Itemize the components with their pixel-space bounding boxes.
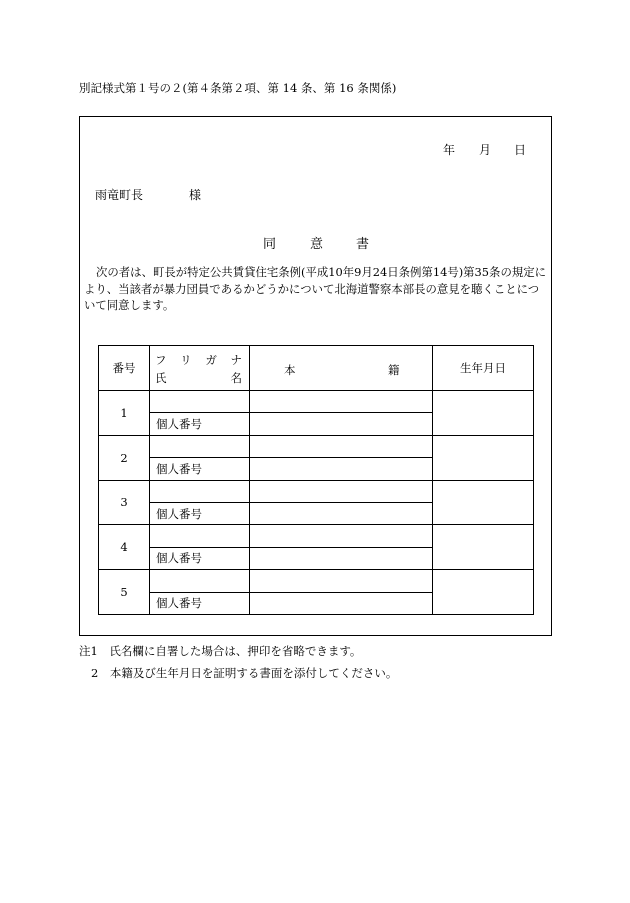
name-cell[interactable] [150, 391, 250, 413]
header-honseki-char: 本 [284, 363, 296, 377]
honseki-cell[interactable] [250, 480, 433, 502]
name-cell[interactable] [150, 435, 250, 457]
personal-number-label: 個人番号 [150, 502, 250, 524]
row-number: 5 [99, 570, 150, 615]
table-row [99, 525, 534, 547]
header-furigana-char: リ [180, 353, 192, 367]
header-name-char: 氏 [155, 371, 167, 385]
header-furigana-char: フ [155, 353, 167, 367]
name-cell[interactable] [150, 480, 250, 502]
header-name-char: 名 [230, 371, 242, 385]
consent-statement-line: 次の者は、町長が特定公共賃貸住宅条例(平成10年9月24日条例第14号)第35条の規定に [96, 265, 546, 279]
honseki-cell[interactable] [250, 391, 433, 413]
header-furigana [155, 352, 242, 368]
honseki-cell[interactable] [250, 525, 433, 547]
header-honseki-char: 籍 [388, 363, 400, 377]
header-furigana-char: ナ [230, 353, 242, 367]
header-shimei [155, 370, 242, 386]
personal-number-cell[interactable] [250, 413, 433, 435]
row-number: 3 [99, 480, 150, 525]
addressee: 雨竜町長 [95, 188, 144, 202]
personal-number-cell[interactable] [250, 458, 433, 480]
table-row [99, 480, 534, 502]
header-name [150, 346, 250, 391]
birthdate-cell[interactable] [433, 391, 534, 436]
form-caption: 別記様式第１号の２(第４条第２項、第 14 条、第 16 条関係) [79, 81, 397, 95]
date-day-label: 日 [514, 143, 527, 157]
document-title-char: 同 [263, 237, 277, 252]
consent-statement-line: いて同意します。 [84, 298, 175, 312]
table-row [99, 570, 534, 592]
personal-number-cell[interactable] [250, 592, 433, 614]
name-cell[interactable] [150, 570, 250, 592]
footnote: 注1 氏名欄に自署した場合は、押印を省略できます。 [79, 644, 362, 658]
row-number: 1 [99, 391, 150, 436]
document-title-char: 書 [356, 237, 370, 252]
footnote: 2 本籍及び生年月日を証明する書面を添付してください。 [91, 666, 398, 680]
personal-number-cell[interactable] [250, 547, 433, 569]
personal-number-label: 個人番号 [150, 592, 250, 614]
table-row [99, 391, 534, 413]
birthdate-cell[interactable] [433, 480, 534, 525]
row-number: 4 [99, 525, 150, 570]
footnotes [79, 640, 397, 684]
honseki-cell[interactable] [250, 435, 433, 457]
consent-statement [84, 264, 546, 314]
document-title-char: 意 [310, 237, 324, 252]
personal-number-label: 個人番号 [150, 458, 250, 480]
honseki-cell[interactable] [250, 570, 433, 592]
applicant-table [98, 345, 534, 615]
header-number: 番号 [99, 346, 150, 391]
birthdate-cell[interactable] [433, 435, 534, 480]
personal-number-label: 個人番号 [150, 413, 250, 435]
date-year-label: 年 [443, 143, 456, 157]
addressee-suffix: 様 [189, 188, 202, 202]
personal-number-label: 個人番号 [150, 547, 250, 569]
consent-statement-line: より、当該者が暴力団員であるかどうかについて北海道警察本部長の意見を聴くことにつ [84, 281, 540, 296]
table-header-row [99, 346, 534, 391]
header-furigana-char: ガ [205, 353, 217, 367]
birthdate-cell[interactable] [433, 525, 534, 570]
name-cell[interactable] [150, 525, 250, 547]
personal-number-cell[interactable] [250, 502, 433, 524]
header-birthdate: 生年月日 [433, 346, 534, 391]
date-month-label: 月 [479, 143, 492, 157]
table-row [99, 435, 534, 457]
row-number: 2 [99, 435, 150, 480]
birthdate-cell[interactable] [433, 570, 534, 615]
header-honseki [250, 346, 433, 391]
